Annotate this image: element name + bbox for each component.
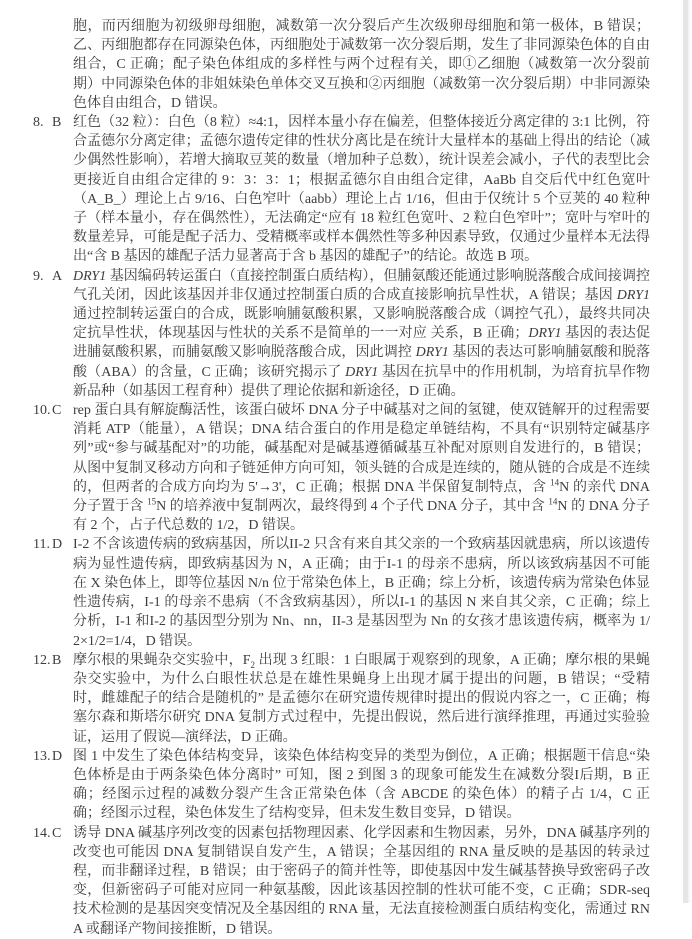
answer-item bbox=[33, 17, 650, 113]
item-number: 13. bbox=[33, 748, 51, 764]
answer-item bbox=[33, 401, 650, 535]
item-number: 12. bbox=[33, 652, 51, 668]
answer-letter: A bbox=[52, 268, 63, 284]
explanation-text: 图 1 中发生了染色体结构变异，该染色体结构变异的类型为倒位，A 正确；根据题干信息“染色体桥是由于两条染色体分离时” 可知，图 2 到图 3 的现象可能发生在减数分裂I后期，B 正确；经图示过程的减数分裂产生含正常染色体（含 ABCDE 的染色体）的精子占 1/4，C 正确；经图示过程，染色体发生了结构变异，但未发生数目变异，D 错误。 bbox=[73, 748, 650, 822]
item-number: 10. bbox=[33, 403, 51, 419]
answer-item bbox=[33, 651, 650, 747]
answer-letter: D bbox=[52, 537, 63, 553]
answer-list bbox=[33, 17, 650, 939]
answer-item bbox=[33, 747, 650, 824]
explanation-text: 胞，而丙细胞为初级卵母细胞，减数第一次分裂后产生次级卵母细胞和第一极体，B 错误；乙、丙细胞都存在同源染色体，丙细胞处于减数第一次分裂后期，发生了非同源染色体的自由组合，C 正确；配子染色体组成的多样性与两个过程有关，即①乙细胞（减数第一次分裂前期）中同源染色体的非姐妹染色单体交叉互换和②丙细胞（减数第一次分裂后期）中非同源染色体自由组合，D 错误。 bbox=[73, 19, 650, 111]
explanation-text: rep 蛋白具有解旋酶活性，该蛋白破坏 DNA 分子中碱基对之间的氢键，使双链解开的过程需要消耗 ATP（能量），A 错误；DNA 结合蛋白的作用是稳定单链结构，不具有“识别特定碱基序列”或“参与碱基配对”的功能，碱基配对是碱基遵循碱基互补配对原则自发进行的，B 错误；从图中复制叉移动方向和子链延伸方向可知，领头链的合成是连续的，随从链的合成是不连续的，但两者的合成方向均为 5'→3'，C 正确；根据 DNA 半保留复制特点，含 $^{14}$N 的亲代 DNA 分子置于含 $^{15}$N 的培养液中复制两次，最终得到 4 个子代 DNA 分子，其中含 $^{14}$N 的 DNA 分子有 2 个，占子代总数的 1/2，D 错误。 bbox=[73, 403, 651, 534]
answer-item bbox=[33, 113, 650, 267]
answer-letter: C bbox=[52, 403, 62, 419]
explanation-text: I-2 不含该遗传病的致病基因，所以II-2 只含有来自其父亲的一个致病基因就患病，所以该遗传病为显性遗传病，即致病基因为 N，A 正确；由于I-1 的母亲不患病，所以该致病基因不可能在 X 染色体上，即等位基因 N/n 位于常染色体上，B 正确；综上分析，该遗传病为常染色体显性遗传病，I-1 的母亲不患病（不含致病基因），所以I-1 的基因 N 来自其父亲，C 正确；综上分析，I-1 和I-2 的基因型分别为 Nn、nn，II-3 是基因型为 Nn 的女孩才患该遗传病，概率为 1/2×1/2=1/4，D 错误。 bbox=[73, 537, 650, 649]
right-page-edge bbox=[683, 0, 690, 903]
answer-letter: C bbox=[52, 825, 62, 841]
answer-letter: B bbox=[52, 652, 62, 668]
item-number: 14. bbox=[33, 825, 51, 841]
item-number: 11. bbox=[33, 537, 50, 553]
explanation-text: 红色（32 粒）：白色（8 粒）≈4:1，因样本量小存在偏差，但整体接近分离定律的 3:1 比例，符合孟德尔分离定律；孟德尔遗传定律的性状分离比是在统计大量样本的基础上得出的结论（减少偶然性影响），若增大摘取豆荚的数量（增加种子总数），统计误差会减小，子代的表型比会更接近自由组合定律的 9：3：3：1；根据孟德尔自由组合定律，AaBb 自交后代中红色宽叶（A_B_）理论上占 9/16、白色窄叶（aabb）理论上占 1/16，但由于仅统计 5 个豆荚的 40 粒种子（样本量小，存在偶然性），无法确定“应有 18 粒红色宽叶、2 粒白色窄叶”；宽叶与窄叶的数量差异，可能是配子活力、受精概率或样本偶然性等多种因素导致，仅通过少量样本无法得出“含 B 基因的雄配子活力显著高于含 b 基因的雄配子”的结论。故选 B 项。 bbox=[73, 115, 650, 265]
explanation-text: DRY1 基因编码转运蛋白（直接控制蛋白质结构），但脯氨酸还能通过影响脱落酸合成间接调控气孔关闭，因此该基因并非仅通过控制蛋白质的合成直接影响抗旱性状，A 错误；基因 DRY1 通过控制转运蛋白的合成，既影响脯氨酸积累，又影响脱落酸合成（调控气孔），最终共同决定抗旱性状，体现基因与性状的关系不是简单的一一对应 关系，B 正确；DRY1 基因的表达促进脯氨酸积累，而脯氨酸又影响脱落酸合成，因此调控 DRY1 基因的表达可影响脯氨酸和脱落酸（ABA）的含量，C 正确；该研究揭示了 DRY1 基因在抗旱中的作用机制，为培育抗旱作物新品种（如基因工程育种）提供了理论依据和新途径，D 正确。 bbox=[73, 268, 651, 399]
explanation-text: 摩尔根的果蝇杂交实验中，$F_2$ 出现 3 红眼：1 白眼属于观察到的现象，A 正确；摩尔根的果蝇杂交实验中，为什么白眼性状总是在雄性果蝇身上出现才属于提出的问题，B 错误；“受精时，雌雄配子的结合是随机的” 是孟德尔在研究遗传规律时提出的假说内容之一，C 正确；梅塞尔森和斯塔尔研究 DNA 复制方式过程中，先提出假说，然后进行演绎推理，再通过实验验证，运用了假说—演绎法，D 正确。 bbox=[73, 652, 650, 745]
answer-item bbox=[33, 535, 650, 650]
answer-item bbox=[33, 824, 650, 939]
answer-letter: D bbox=[52, 748, 63, 764]
answer-item bbox=[33, 267, 650, 401]
item-number: 8. bbox=[33, 115, 44, 131]
item-number: 9. bbox=[33, 268, 44, 284]
explanation-text: 诱导 DNA 碱基序列改变的因素包括物理因素、化学因素和生物因素，另外，DNA 碱基序列的改变也可能因 DNA 复制错误自发产生，A 错误；全基因组的 RNA 量反映的是基因的转录过程，而非翻译过程，B 错误；由于密码子的简并性等，即使基因中发生碱基替换导致密码子改变，但新密码子可能对应同一种氨基酸，因此该基因控制的性状可能不变，C 正确；SDR-seq 技术检测的是基因突变情况及全基因组的 RNA 量，无法直接检测蛋白质结构变化，需通过 RNA 或翻译产物间接推断，D 错误。 bbox=[73, 825, 650, 937]
answer-letter: B bbox=[52, 115, 62, 131]
